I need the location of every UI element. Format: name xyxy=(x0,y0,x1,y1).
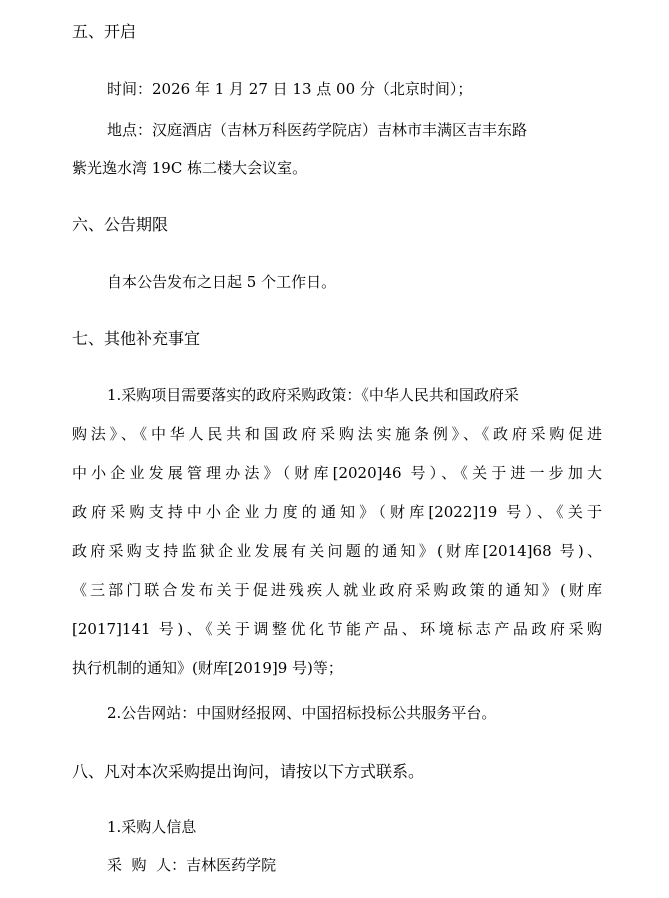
section-7-heading: 七、其他补充事宜 xyxy=(72,329,201,348)
policy-line: 中小企业发展管理办法》（财库[2020]46 号）、《关于进一步加大 xyxy=(72,464,602,482)
policy-line: 政府采购支持中小企业力度的通知》（财库[2022]19 号）、《关于 xyxy=(72,503,602,521)
purchaser-name: 采 购 人：吉林医药学院 xyxy=(107,856,277,874)
policy-line: 政府采购支持监狱企业发展有关问题的通知》(财库[2014]68 号)、 xyxy=(72,542,602,560)
section-6-heading: 六、公告期限 xyxy=(72,215,169,234)
purchaser-info-heading: 1.采购人信息 xyxy=(107,818,197,836)
section-8-heading: 八、凡对本次采购提出询问，请按以下方式联系。 xyxy=(72,762,425,781)
policy-line: 《三部门联合发布关于促进残疾人就业政府采购政策的通知》(财库 xyxy=(72,581,602,599)
policy-line: 1.采购项目需要落实的政府采购政策：《中华人民共和国政府采 xyxy=(107,386,519,404)
announcement-period-text: 自本公告发布之日起 5 个工作日。 xyxy=(107,273,337,291)
announcement-website: 2.公告网站：中国财经报网、中国招标投标公共服务平台。 xyxy=(107,704,497,722)
opening-place-line-2: 紫光逸水湾 19C 栋二楼大会议室。 xyxy=(72,159,308,177)
opening-place-line-1: 地点：汉庭酒店（吉林万科医药学院店）吉林市丰满区吉丰东路 xyxy=(107,121,528,139)
opening-time: 时间：2026 年 1 月 27 日 13 点 00 分（北京时间）； xyxy=(107,80,473,98)
policy-line: [2017]141 号)、《关于调整优化节能产品、环境标志产品政府采购 xyxy=(72,620,602,638)
policy-line: 购法》、《中华人民共和国政府采购法实施条例》、《政府采购促进 xyxy=(72,425,602,443)
section-5-heading: 五、开启 xyxy=(72,22,137,41)
policy-line: 执行机制的通知》(财库[2019]9 号)等； xyxy=(72,659,343,677)
